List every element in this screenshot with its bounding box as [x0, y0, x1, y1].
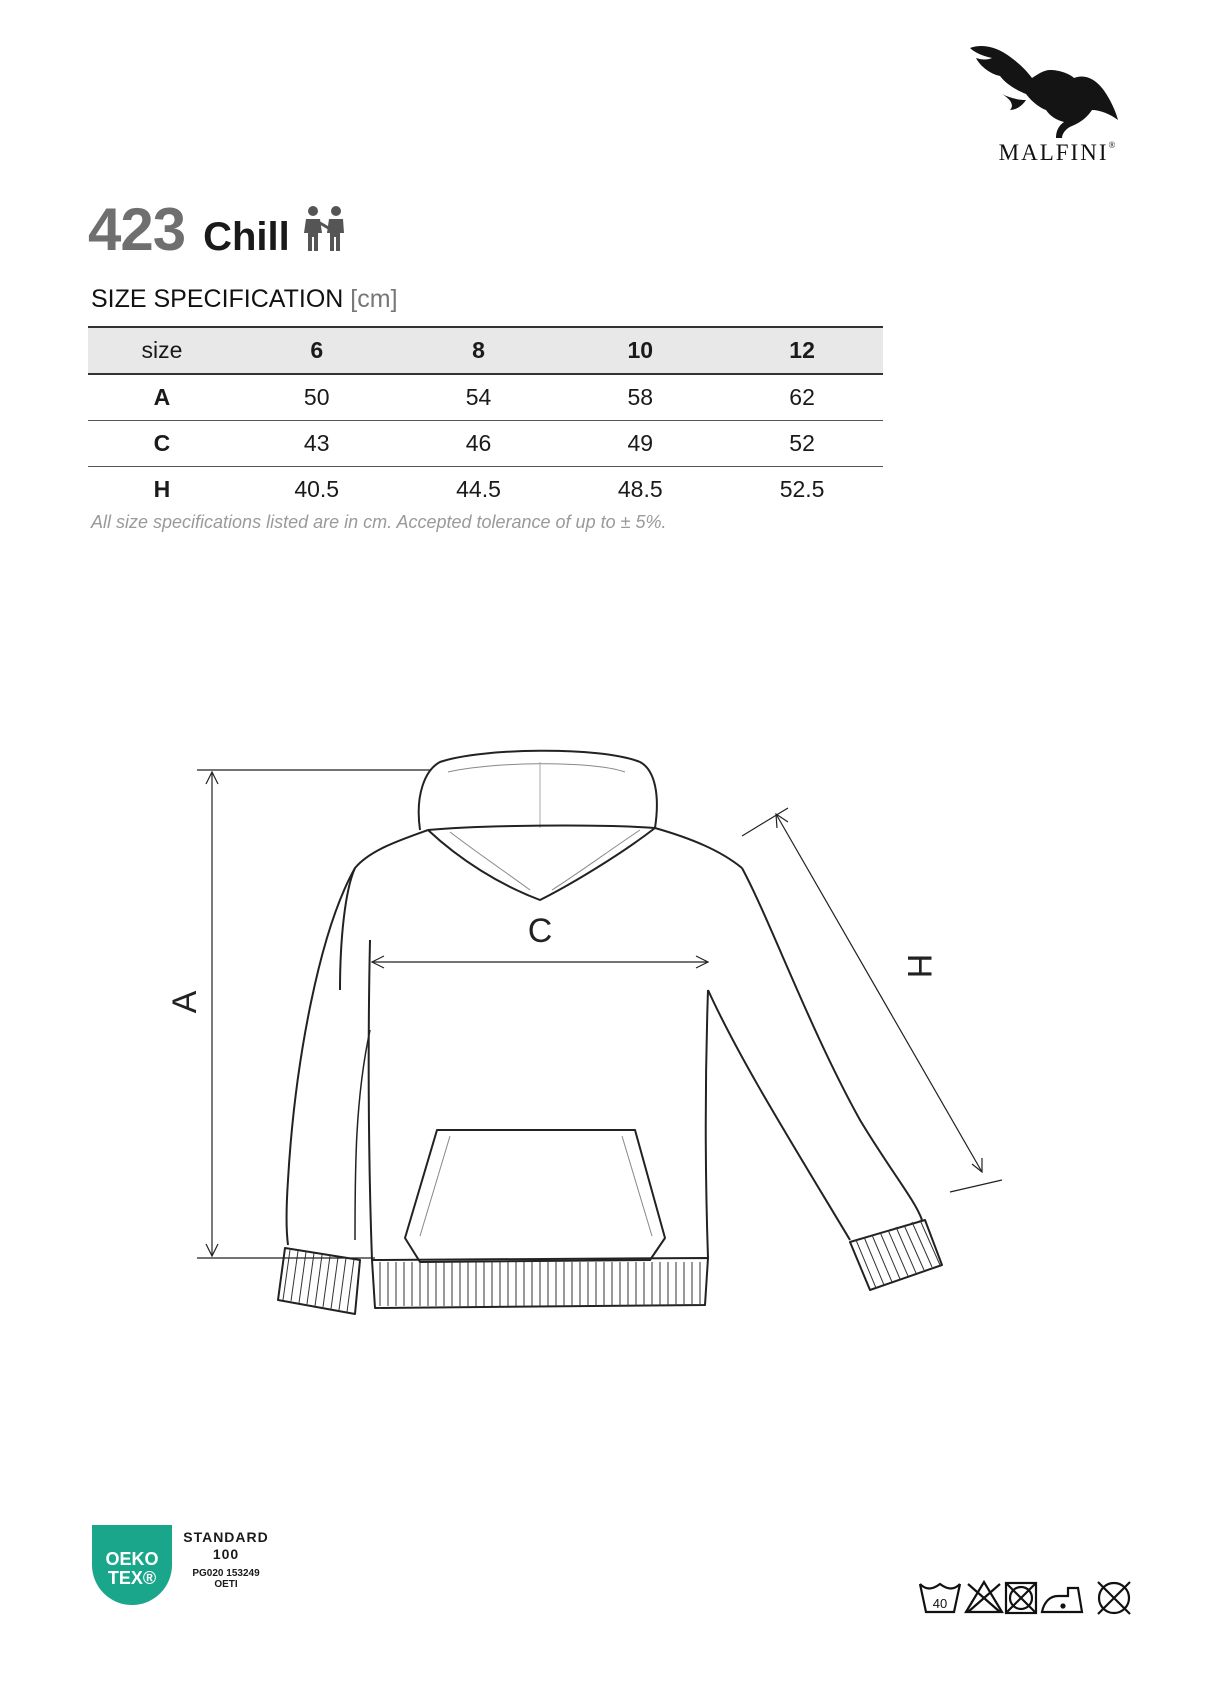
table-cell: 52.5 [779, 476, 825, 502]
iron-low-icon [1042, 1588, 1082, 1612]
table-cell: 50 [303, 384, 330, 410]
svg-text:40: 40 [932, 1596, 948, 1611]
row-label: H [153, 476, 171, 502]
spec-unit: [cm] [350, 285, 398, 313]
table-row [88, 421, 883, 467]
oeko-tex-label: OEKO TEX® [105, 1549, 159, 1588]
table-cell: 40.5 [294, 476, 340, 502]
no-bleach-icon [966, 1582, 1002, 1612]
dimension-label-a: A [166, 990, 204, 1014]
kids-icon [304, 205, 346, 258]
table-cell: 58 [627, 384, 654, 410]
table-cell: 62 [789, 384, 815, 410]
product-title [88, 190, 346, 263]
no-tumble-dry-icon [1006, 1583, 1036, 1613]
brand-name: MALFINI® [998, 140, 1116, 165]
oeko-tex-standard: STANDARD 100 PG020 153249 OETI [183, 1529, 269, 1590]
no-dry-clean-icon [1098, 1582, 1130, 1614]
dimension-label-h: H [900, 953, 938, 979]
care-symbols [918, 1578, 1140, 1620]
table-cell: 43 [303, 430, 330, 456]
table-cell: 46 [465, 430, 492, 456]
product-code: 423 [88, 196, 186, 263]
table-row [88, 467, 883, 513]
size-header-label: size [141, 337, 183, 363]
spec-heading: SIZE SPECIFICATION [cm] [91, 285, 398, 313]
eagle-icon [960, 40, 1150, 140]
table-cell: 44.5 [456, 476, 501, 502]
table-cell: 52 [789, 430, 815, 456]
size-10-header: 10 [627, 337, 654, 363]
hoodie-technical-sketch [0, 700, 1220, 1400]
row-label: A [153, 384, 171, 410]
table-cell: 49 [627, 430, 654, 456]
table-cell: 48.5 [617, 476, 663, 502]
size-header-row [88, 327, 883, 374]
wash-40-icon [920, 1584, 960, 1612]
table-row [88, 374, 883, 421]
size-12-header: 12 [789, 337, 815, 363]
tolerance-note: All size specifications listed are in cm. Accepted tolerance of up to ± 5%. [91, 512, 667, 532]
product-name: Chill [203, 215, 290, 259]
hoodie-drawing [0, 700, 1220, 1405]
size-6-header: 6 [310, 337, 324, 363]
size-table [88, 326, 883, 512]
dimension-label-c: C [527, 912, 553, 950]
table-cell: 54 [465, 384, 492, 410]
row-label: C [153, 430, 171, 456]
size-8-header: 8 [472, 337, 485, 363]
